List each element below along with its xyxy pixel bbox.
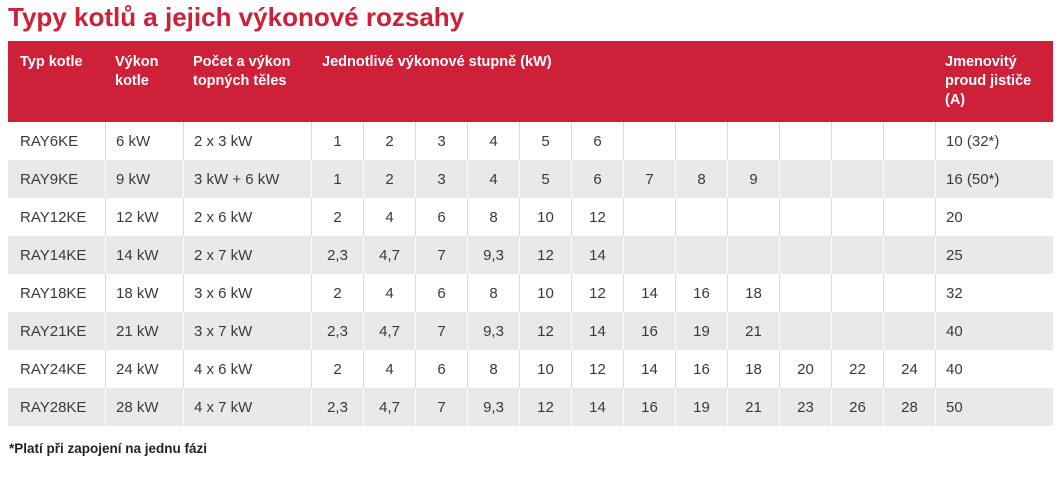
heating-elements-cell: 2 x 3 kW [183,122,311,160]
power-step-cell: 1 [311,122,363,160]
table-row [8,236,1053,274]
power-step-cell [831,236,883,274]
power-step-cell: 14 [571,236,623,274]
power-step-cell: 2 [363,122,415,160]
boiler-power-cell: 9 kW [105,160,183,198]
power-step-cell [675,198,727,236]
power-step-cell: 2,3 [311,236,363,274]
power-step-cell: 12 [519,388,571,426]
power-step-cell: 14 [623,350,675,388]
power-step-cell [675,122,727,160]
boiler-type-cell: RAY21KE [20,322,87,340]
power-step-cell: 8 [467,350,519,388]
power-step-cell: 4,7 [363,388,415,426]
power-step-cell [779,122,831,160]
table-body [8,122,1053,426]
table-header-row [8,41,1053,122]
power-step-cell: 8 [675,160,727,198]
breaker-current-cell: 32 [935,274,1053,312]
power-step-cell: 22 [831,350,883,388]
power-step-cell: 7 [415,312,467,350]
boiler-type-cell: RAY28KE [20,398,87,416]
boiler-type-cell: RAY12KE [20,208,87,226]
power-step-cell: 4,7 [363,312,415,350]
power-step-cell [831,274,883,312]
power-step-cell: 21 [727,312,779,350]
power-step-cell: 12 [571,198,623,236]
power-step-cell: 6 [415,274,467,312]
power-step-cell: 21 [727,388,779,426]
power-step-cell [727,236,779,274]
power-step-cell: 2 [363,160,415,198]
power-step-cell: 19 [675,312,727,350]
power-step-cell [883,198,935,236]
power-step-cell: 14 [571,312,623,350]
power-step-cell: 4 [363,274,415,312]
boiler-table [8,41,1053,426]
power-step-cell [831,198,883,236]
boiler-power-cell: 14 kW [105,236,183,274]
boiler-type-cell: RAY18KE [20,284,87,302]
boiler-type-cell: RAY6KE [20,132,79,150]
power-step-cell: 3 [415,160,467,198]
boiler-power-cell: 18 kW [105,274,183,312]
power-step-cell: 20 [779,350,831,388]
power-step-cell [623,122,675,160]
power-step-cell [727,198,779,236]
power-step-cell: 16 [675,274,727,312]
power-step-cell: 18 [727,350,779,388]
power-step-cell: 9 [727,160,779,198]
table-row [8,198,1053,236]
footnote: *Platí při zapojení na jednu fázi [9,441,208,456]
power-step-cell: 14 [623,274,675,312]
breaker-current-cell: 16 (50*) [935,160,1053,198]
power-step-cell: 4 [363,350,415,388]
heating-elements-cell: 3 kW + 6 kW [183,160,311,198]
heating-elements-cell: 2 x 6 kW [183,198,311,236]
power-step-cell: 26 [831,388,883,426]
power-step-cell: 6 [415,198,467,236]
power-step-cell: 4,7 [363,236,415,274]
power-step-cell [675,236,727,274]
power-step-cell [883,122,935,160]
power-step-cell: 28 [883,388,935,426]
power-step-cell [883,160,935,198]
table-row [8,160,1053,198]
power-step-cell [623,236,675,274]
power-step-cell [779,312,831,350]
power-step-cell: 12 [519,312,571,350]
power-step-cell: 12 [519,236,571,274]
power-step-cell: 7 [415,388,467,426]
power-step-cell: 2,3 [311,388,363,426]
boiler-type-cell: RAY24KE [20,360,87,378]
page-title: Typy kotlů a jejich výkonové rozsahy [8,2,465,32]
boiler-power-cell: 12 kW [105,198,183,236]
header-cell-boiler-power: Výkon kotle [115,54,159,89]
power-step-cell [883,274,935,312]
power-step-cell: 6 [571,122,623,160]
power-step-cell [623,198,675,236]
table-row [8,350,1053,388]
power-step-cell: 9,3 [467,312,519,350]
boiler-power-cell: 21 kW [105,312,183,350]
power-step-cell: 9,3 [467,236,519,274]
header-cell-power-steps: Jednotlivé výkonové stupně (kW) [322,54,552,70]
power-step-cell: 2 [311,274,363,312]
power-step-cell: 7 [623,160,675,198]
heating-elements-cell: 4 x 6 kW [183,350,311,388]
power-step-cell: 12 [571,350,623,388]
power-step-cell [831,312,883,350]
power-step-cell: 4 [467,160,519,198]
power-step-cell: 10 [519,198,571,236]
breaker-current-cell: 25 [935,236,1053,274]
table-row [8,122,1053,160]
table-row [8,388,1053,426]
power-step-cell: 24 [883,350,935,388]
table-row [8,274,1053,312]
heating-elements-cell: 3 x 7 kW [183,312,311,350]
power-step-cell: 6 [571,160,623,198]
power-step-cell: 4 [363,198,415,236]
power-step-cell: 23 [779,388,831,426]
heating-elements-cell: 2 x 7 kW [183,236,311,274]
power-step-cell: 1 [311,160,363,198]
power-step-cell: 4 [467,122,519,160]
header-cell-heating-elements: Počet a výkon topných těles [193,54,291,89]
breaker-current-cell: 50 [935,388,1053,426]
power-step-cell: 2 [311,198,363,236]
power-step-cell: 2 [311,350,363,388]
power-step-cell [883,312,935,350]
breaker-current-cell: 20 [935,198,1053,236]
header-cell-boiler-type: Typ kotle [20,54,83,70]
power-step-cell: 10 [519,274,571,312]
heating-elements-cell: 3 x 6 kW [183,274,311,312]
power-step-cell [831,122,883,160]
power-step-cell: 12 [571,274,623,312]
power-step-cell: 18 [727,274,779,312]
breaker-current-cell: 40 [935,312,1053,350]
power-step-cell: 8 [467,198,519,236]
power-step-cell [779,236,831,274]
power-step-cell: 2,3 [311,312,363,350]
power-step-cell: 5 [519,122,571,160]
heating-elements-cell: 4 x 7 kW [183,388,311,426]
power-step-cell [779,274,831,312]
power-step-cell [779,198,831,236]
boiler-type-cell: RAY14KE [20,246,87,264]
boiler-type-cell: RAY9KE [20,170,79,188]
boiler-power-cell: 24 kW [105,350,183,388]
power-step-cell: 16 [623,388,675,426]
power-step-cell: 19 [675,388,727,426]
header-cell-breaker-current: Jmenovitý proud jističe (A) [945,54,1032,108]
power-step-cell: 10 [519,350,571,388]
power-step-cell: 8 [467,274,519,312]
power-step-cell: 16 [675,350,727,388]
power-step-cell [883,236,935,274]
power-step-cell: 9,3 [467,388,519,426]
boiler-power-cell: 6 kW [105,122,183,160]
power-step-cell [779,160,831,198]
boiler-power-cell: 28 kW [105,388,183,426]
power-step-cell: 14 [571,388,623,426]
breaker-current-cell: 10 (32*) [935,122,1053,160]
power-step-cell [831,160,883,198]
power-step-cell: 7 [415,236,467,274]
power-step-cell: 6 [415,350,467,388]
power-step-cell: 5 [519,160,571,198]
power-step-cell: 16 [623,312,675,350]
power-step-cell [727,122,779,160]
breaker-current-cell: 40 [935,350,1053,388]
table-row [8,312,1053,350]
power-step-cell: 3 [415,122,467,160]
